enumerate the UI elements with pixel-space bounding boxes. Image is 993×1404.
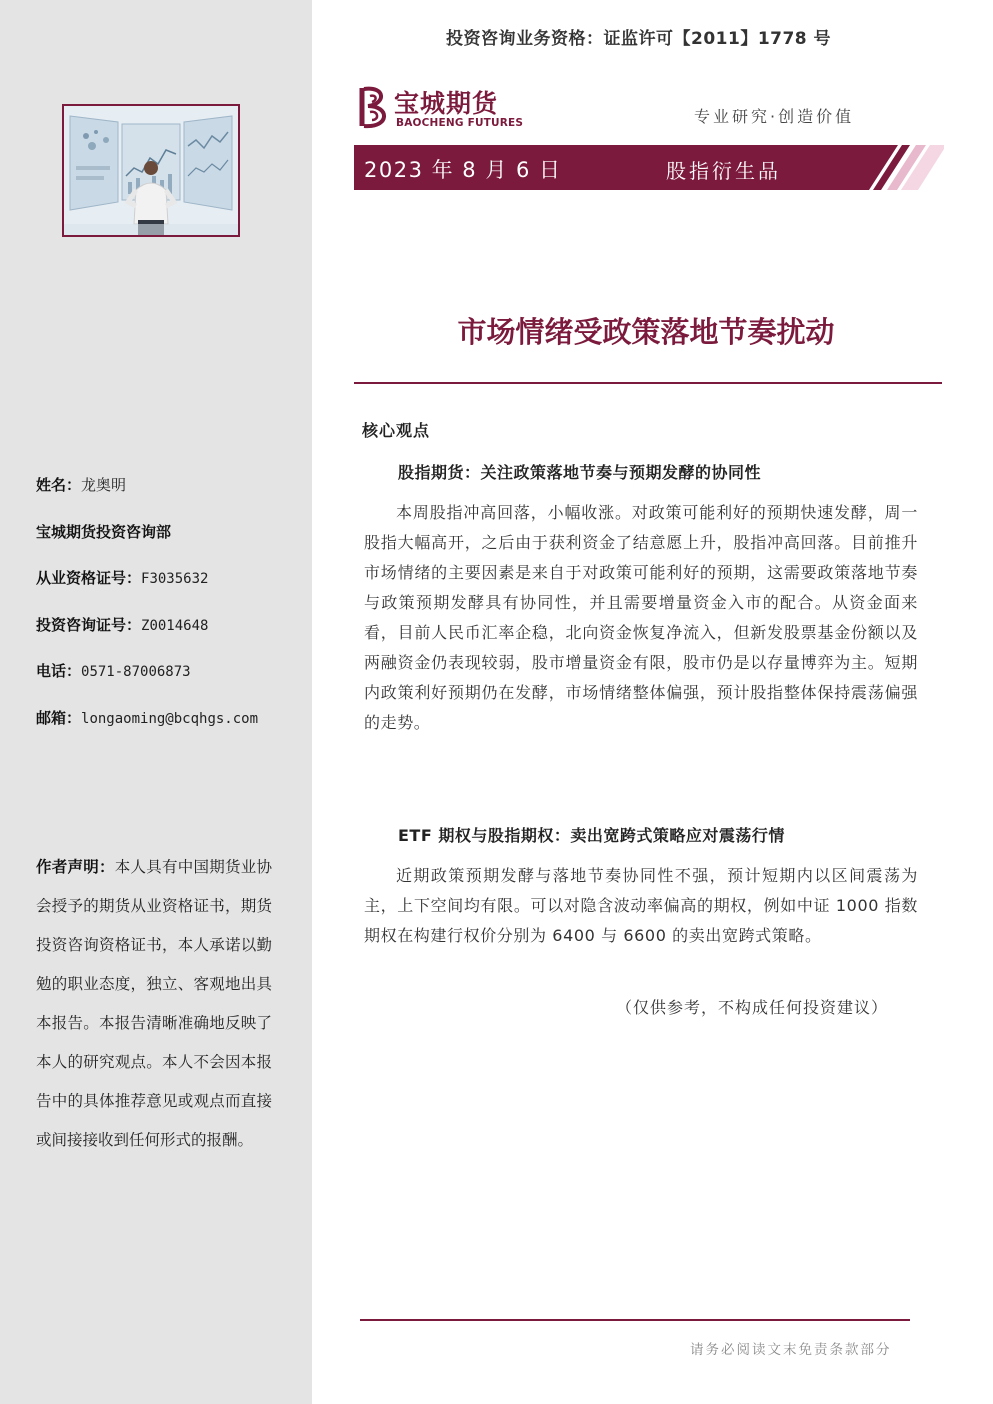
qualification-label: 从业资格证号： — [36, 569, 142, 587]
author-contact — [36, 474, 306, 753]
subsection-body: 近期政策预期发酵与落地节奏协同性不强，预计短期内以区间震荡为主，上下空间均有限。可以对隐含波动率偏高的期权，例如中证 1000 指数期权在构建行权价分别为 6400 与 6600 的卖出宽跨式策略。 — [364, 866, 918, 945]
logo-english: BAOCHENG FUTURES — [396, 117, 524, 129]
author-sidebar — [0, 0, 312, 1404]
logo-chinese: 宝城期货 — [394, 89, 499, 118]
author-department-row — [36, 521, 306, 544]
report-category: 股指衍生品 — [666, 159, 781, 183]
author-department: 宝城期货投资咨询部 — [36, 522, 172, 541]
name-label: 姓名： — [36, 476, 82, 494]
qualification-row — [36, 567, 306, 590]
advisory-number: Z0014648 — [141, 617, 209, 634]
phone-row — [36, 660, 306, 683]
author-name-row — [36, 474, 306, 497]
footer-note: 请务必阅读文末免责条款部分 — [690, 1342, 892, 1358]
company-logo — [356, 82, 546, 132]
author-statement — [36, 848, 272, 1160]
subsection-body: 本周股指冲高回落，小幅收涨。对政策可能利好的预期快速发酵，周一股指大幅高开，之后由于获利资金了结意愿上升，股指冲高回落。目前推升市场情绪的主要因素是来自于对政策可能利好的预期，这需要政策落地节奏与政策预期发酵具有协同性，并且需要增量资金入市的配合。从资金面来看，目前人民币汇率企稳，北向资金恢复净流入，但新发股票基金份额以及两融资金仍表现较弱，股市增量资金有限，股市仍是以存量博弈为主。短期内政策利好预期仍在发酵，市场情绪整体偏强，预计股指整体保持震荡偏强的走势。 — [364, 503, 918, 732]
advisory-label: 投资咨询证号： — [36, 615, 142, 634]
email-row — [36, 707, 306, 730]
footer-divider — [360, 1319, 910, 1321]
subsection-title: 股指期货：关注政策落地节奏与预期发酵的协同性 — [398, 463, 762, 482]
disclaimer: （仅供参考，不构成任何投资建议） — [616, 998, 889, 1017]
logo-mark-icon — [356, 84, 392, 130]
qualification-number: F3035632 — [141, 571, 209, 587]
report-date: 2023 年 8 月 6 日 — [364, 158, 562, 182]
email-address[interactable]: longaoming@bcqhgs.com — [81, 710, 259, 727]
phone-number: 0571-87006873 — [81, 664, 191, 680]
hero-image — [62, 104, 240, 237]
title-divider — [354, 382, 942, 384]
statement-text: 本人具有中国期货业协会授予的期货从业资格证书，期货投资咨询资格证书，本人承诺以勤勉的职业态度，独立、客观地出具本报告。本报告清晰准确地反映了本人的研究观点。本人不会因本报告中的具体推荐意见或观点而直接或间接接收到任何形式的报酬。 — [36, 858, 272, 1149]
phone-label: 电话： — [36, 662, 82, 680]
advisory-row — [36, 614, 306, 637]
license-line: 投资咨询业务资格：证监许可【2011】1778 号 — [446, 29, 832, 49]
slogan: 专业研究·创造价值 — [694, 107, 855, 126]
statement-label: 作者声明： — [36, 858, 115, 876]
email-label: 邮箱： — [36, 708, 82, 727]
report-title: 市场情绪受政策落地节奏扰动 — [457, 315, 835, 349]
date-banner — [354, 145, 944, 190]
subsection-title: ETF 期权与股指期权：卖出宽跨式策略应对震荡行情 — [398, 826, 785, 845]
author-name: 龙奥明 — [81, 476, 127, 494]
section-heading: 核心观点 — [362, 421, 431, 440]
